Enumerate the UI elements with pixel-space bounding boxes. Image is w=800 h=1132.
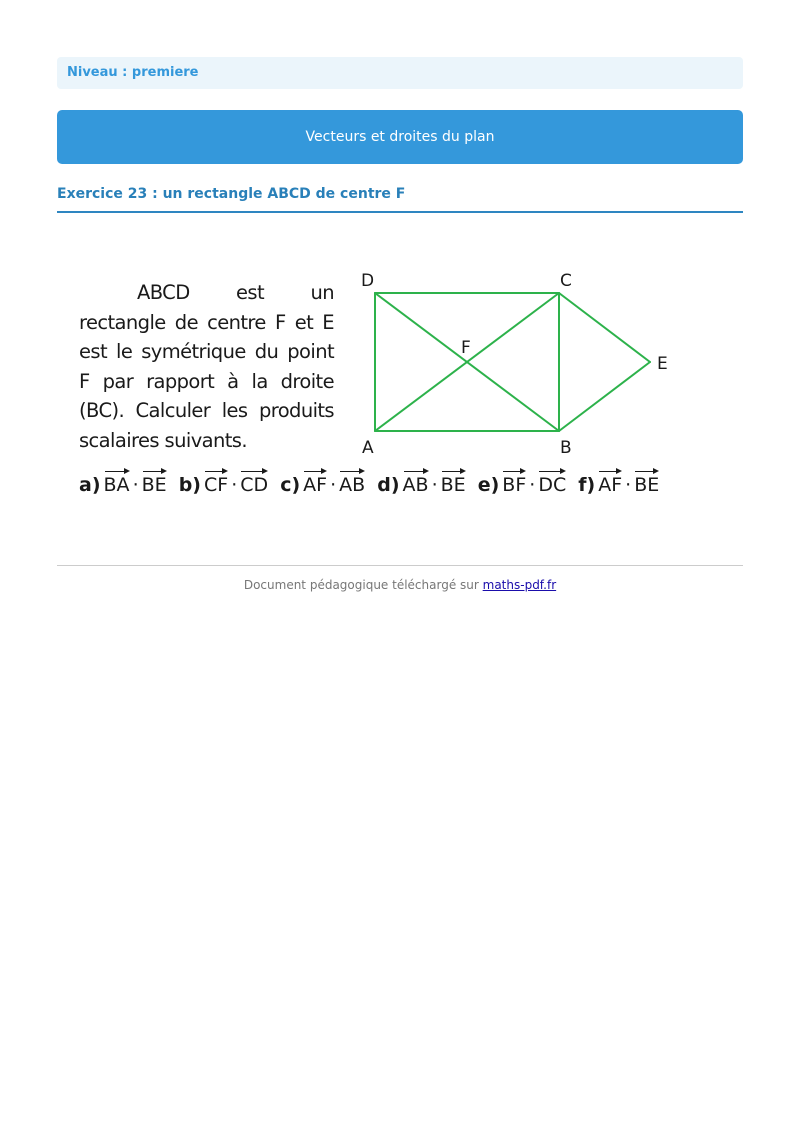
vector-u: BA [104, 470, 130, 496]
point-label-C: C [560, 271, 572, 291]
vector-u: BF [502, 470, 526, 496]
exercise-statement: ABCD est un rectangle de centre F et E est le symétrique du point F par rapport à la droite (BC). Calculer les produits scalaires suivants. [79, 281, 334, 452]
footer [57, 578, 743, 592]
vector-v: CD [240, 470, 268, 496]
vector-u: AF [598, 470, 622, 496]
dot-operator: · [529, 474, 536, 496]
question-a [79, 470, 167, 496]
question-label: b) [178, 474, 201, 496]
segment-EB [559, 362, 650, 431]
exercise-content [57, 240, 743, 530]
question-label: e) [477, 474, 500, 496]
vector-u: CF [204, 470, 228, 496]
segment-CE [559, 293, 650, 362]
footer-divider [57, 565, 743, 566]
question-list [79, 470, 665, 496]
dot-operator: · [431, 474, 438, 496]
vector-v: BE [634, 470, 659, 496]
level-label: Niveau : premiere [57, 57, 743, 89]
point-label-B: B [560, 438, 572, 458]
question-f [578, 470, 659, 496]
vector-v: DC [538, 470, 566, 496]
question-e [478, 470, 567, 496]
footer-text: Document pédagogique téléchargé sur [243, 578, 483, 592]
vector-v: AB [339, 470, 365, 496]
chapter-banner [57, 110, 743, 164]
point-label-A: A [362, 438, 374, 458]
chapter-title: Vecteurs et droites du plan [305, 129, 495, 145]
dot-operator: · [330, 474, 337, 496]
vector-u: AF [303, 470, 327, 496]
point-label-E: E [657, 354, 668, 374]
question-c [280, 470, 365, 496]
question-d [377, 470, 465, 496]
vector-v: BE [142, 470, 167, 496]
dot-operator: · [132, 474, 139, 496]
point-label-D: D [361, 271, 375, 291]
exercise-title: Exercice 23 : un rectangle ABCD de centre F [57, 186, 743, 213]
dot-operator: · [625, 474, 632, 496]
dot-operator: · [231, 474, 238, 496]
question-label: a) [79, 474, 101, 496]
question-label: c) [280, 474, 301, 496]
footer-link[interactable]: maths-pdf.fr [482, 578, 557, 592]
geometry-figure [347, 260, 687, 460]
question-label: f) [578, 474, 596, 496]
point-label-F: F [461, 338, 471, 358]
vector-u: AB [403, 470, 429, 496]
question-label: d) [377, 474, 400, 496]
vector-v: BE [441, 470, 466, 496]
rectangle-figure-svg [347, 260, 687, 460]
question-b [179, 470, 268, 496]
